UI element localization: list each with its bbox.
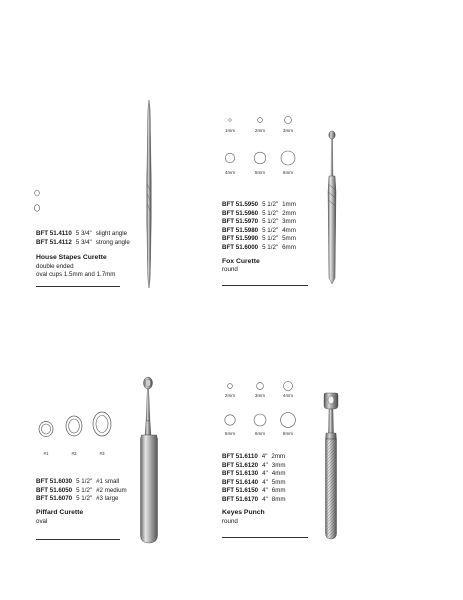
piffard-title: Piffard Curette — [36, 509, 84, 516]
fox-cup-5mm — [254, 152, 266, 164]
fox-desc: round — [222, 266, 238, 273]
keyes-cup-8mm — [281, 413, 296, 428]
keyes-cup-3mm — [257, 383, 264, 390]
keyes-cup-4mm — [284, 382, 293, 391]
code-row: BFT 51.6120 4" 3mm — [222, 461, 286, 469]
keyes-cup-5mm — [225, 415, 235, 425]
house-cup-illustration — [31, 188, 43, 214]
house-divider — [36, 286, 120, 287]
fox-cup-4mm — [225, 153, 234, 162]
piffard-codes — [36, 478, 127, 504]
code-row: BFT 51.6130 4" 4mm — [222, 470, 286, 478]
code-row: BFT 51.6110 4" 2mm — [222, 453, 286, 460]
house-desc: double ended oval cups 1.5mm and 1.7mm — [36, 263, 116, 278]
keyes-desc: round — [222, 518, 238, 525]
fox-curette-image — [320, 128, 344, 288]
code-row: BFT 51.5990 5 1/2" 5mm — [222, 235, 296, 243]
house-stapes-curette-image — [143, 100, 155, 288]
piffard-divider — [36, 539, 120, 540]
code-row: BFT 51.5960 5 1/2" 2mm — [222, 209, 296, 217]
fox-divider — [222, 285, 308, 286]
piffard-desc: oval — [36, 518, 48, 525]
keyes-codes — [222, 453, 286, 505]
fox-cup-1mm — [229, 119, 232, 122]
code-row: BFT 51.6070 5 1/2" #3 large — [36, 495, 119, 503]
code-row: BFT 51.6140 4" 5mm — [222, 478, 286, 486]
code-row: BFT 51.4110 5 3/4" slight angle — [36, 230, 128, 237]
keyes-cup-chart: 2mm 3mm 4mm 5mm 6mm 8mm — [216, 378, 316, 442]
keyes-divider — [222, 537, 308, 538]
piffard-cup-chart: #1 #2 #3 — [30, 405, 120, 465]
house-codes — [36, 230, 130, 247]
piffard-curette-image — [136, 375, 166, 545]
fox-cup-2mm — [258, 118, 263, 123]
keyes-punch-image — [316, 393, 346, 543]
code-row: BFT 51.5980 5 1/2" 4mm — [222, 226, 296, 234]
code-row: BFT 51.6030 5 1/2" #1 small — [36, 478, 120, 485]
code-row: BFT 51.6050 5 1/2" #2 medium — [36, 486, 127, 494]
code-row: BFT 51.4112 5 3/4" strong angle — [36, 238, 130, 246]
piffard-cup-3 — [93, 412, 111, 436]
fox-cup-3mm — [285, 117, 292, 124]
fox-cup-6mm — [281, 151, 295, 165]
fox-codes — [222, 201, 296, 253]
house-title: House Stapes Curette — [36, 254, 107, 261]
code-row: BFT 51.5970 5 1/2" 3mm — [222, 218, 296, 226]
keyes-cup-6mm — [254, 414, 266, 426]
fox-cup-chart: 1mm 2mm 3mm 4mm 5mm 6mm — [216, 112, 316, 182]
fox-title: Fox Curette — [222, 258, 260, 265]
code-row: BFT 51.5950 5 1/2" 1mm — [222, 201, 296, 208]
code-row: BFT 51.6170 4" 8mm — [222, 495, 286, 503]
keyes-cup-2mm — [228, 384, 233, 389]
code-row: BFT 51.6000 5 1/2" 6mm — [222, 243, 296, 251]
piffard-cup-2 — [66, 416, 82, 436]
piffard-cup-1 — [39, 422, 53, 437]
keyes-title: Keyes Punch — [222, 509, 265, 516]
code-row: BFT 51.6150 4" 6mm — [222, 487, 286, 495]
